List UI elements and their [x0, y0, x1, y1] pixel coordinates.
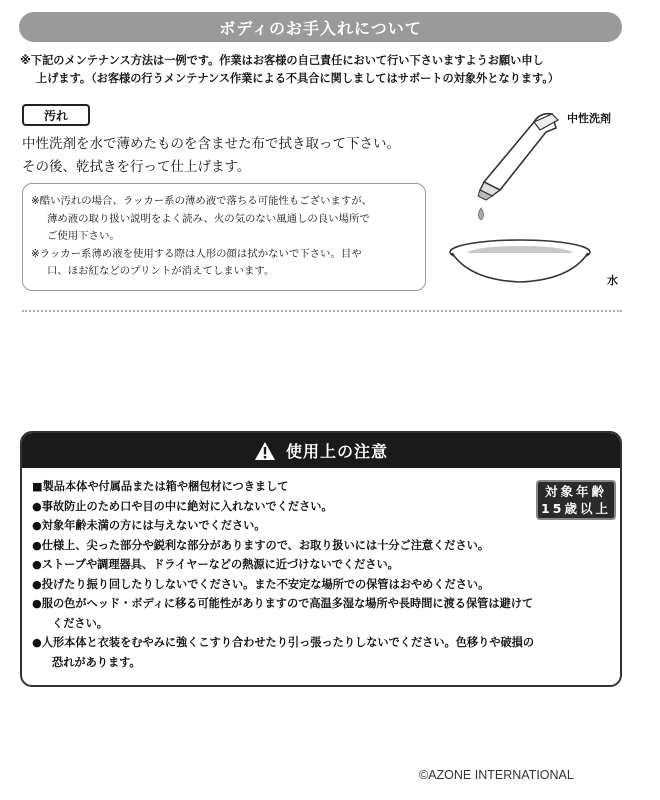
note-line: 薄め液の取り扱い説明をよく読み、火の気のない風通しの良い場所で [47, 212, 370, 225]
stain-line-2: その後、乾拭きを行って仕上げます。 [22, 159, 251, 175]
water-label: 水 [607, 274, 618, 287]
caution-line: ●仕様上、尖った部分や鋭利な部分がありますので、お取り扱いには十分ご注意ください。 [32, 538, 490, 552]
intro-line-2: 上げます。（お客様の行うメンテナンス作業による不具合に関しましてはサポートの対象外となります。） [36, 72, 560, 85]
age-badge-line-2: 15歳以上 [541, 501, 611, 516]
copyright: ©AZONE INTERNATIONAL [419, 768, 574, 782]
caution-title: 使用上の注意 [285, 442, 388, 461]
caution-line: ●ストーブや調理器具、ドライヤーなどの熱源に近づけないでください。 [32, 558, 399, 571]
section-title-bar [19, 12, 622, 42]
detergent-bottle-icon [478, 114, 558, 200]
stain-line-1: 中性洗剤を水で薄めたものを含ませた布で拭き取って下さい。 [22, 136, 400, 152]
section-title: ボディのお手入れについて [219, 18, 422, 38]
stain-note-box [22, 183, 426, 291]
caution-line: ください。 [52, 616, 108, 630]
stain-tag: 汚れ [22, 104, 90, 126]
note-line: ※酷い汚れの場合、ラッカー系の薄め液で落ちる可能性もございますが、 [31, 195, 372, 207]
detergent-label: 中性洗剤 [567, 112, 611, 125]
note-line: ご使用下さい。 [47, 230, 120, 242]
detergent-and-dish-illustration [440, 100, 640, 300]
caution-list [32, 477, 617, 672]
caution-line: ●対象年齢未満の方には与えないでください。 [32, 519, 266, 532]
water-drop-icon [479, 208, 484, 220]
intro-note [20, 52, 630, 88]
caution-line: ●人形本体と衣装をむやみに強くこすり合わせたり引っ張ったりしないでください。色移りや破損の [32, 636, 535, 649]
caution-header [22, 433, 620, 468]
warning-icon [254, 441, 276, 461]
caution-line: ●服の色がヘッド・ボディに移る可能性がありますので高温多湿な場所や長時間に渡る保管は避けて [32, 597, 534, 610]
caution-line: ●事故防止のため口や目の中に絶対に入れないでください。 [32, 499, 333, 513]
note-line: 口、ほお紅などのプリントが消えてしまいます。 [47, 265, 275, 277]
age-badge-line-1: 対象年齢 [544, 484, 607, 499]
dish-icon [450, 240, 590, 282]
stain-instructions [22, 133, 452, 179]
caution-line: 恐れがあります。 [52, 655, 141, 669]
caution-box [20, 431, 622, 687]
intro-line-1: ※下記のメンテナンス方法は一例です。作業はお客様の自己責任において行い下さいますようお願い申し [20, 54, 544, 67]
caution-line: ●投げたり振り回したりしないでください。また不安定な場所での保管はおやめください。 [32, 577, 490, 591]
note-line: ※ラッカー系薄め液を使用する際は人形の顔は拭かないで下さい。目や [31, 247, 362, 260]
section-divider [22, 310, 622, 312]
caution-line: ■製品本体や付属品または箱や梱包材につきまして [32, 480, 289, 493]
